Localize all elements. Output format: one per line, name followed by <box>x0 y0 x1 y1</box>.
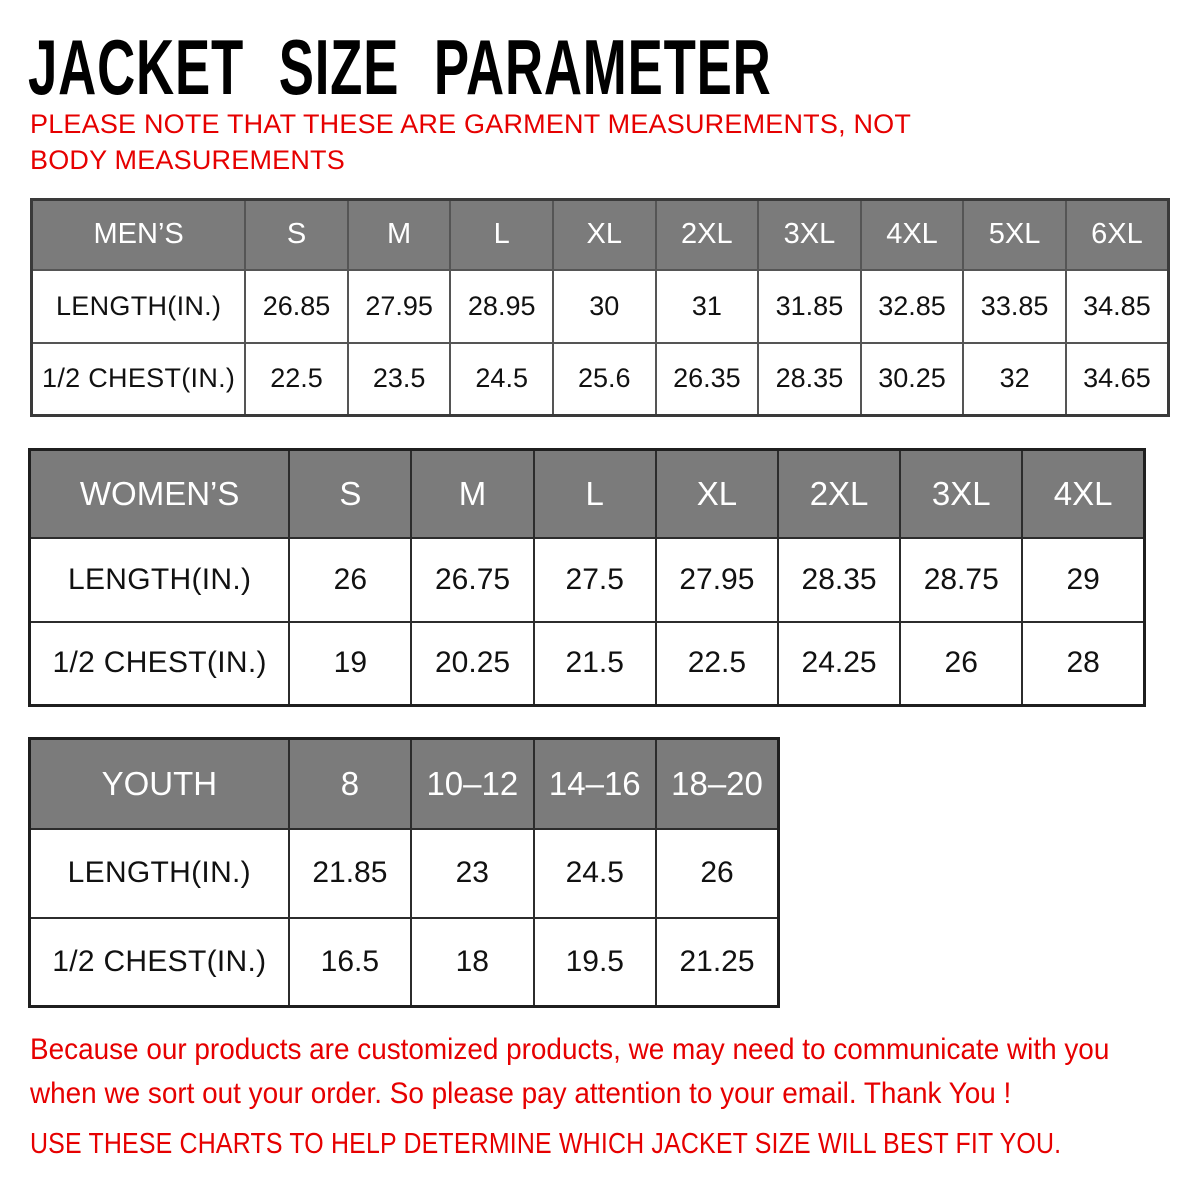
size-column-header: 3XL <box>900 450 1022 538</box>
measurement-value-cell: 18 <box>411 918 533 1007</box>
mens-table-title: MEN’S <box>32 200 246 270</box>
measurement-value-cell: 21.25 <box>656 918 779 1007</box>
table-row <box>30 622 1145 706</box>
measurement-value-cell: 33.85 <box>963 270 1066 343</box>
measurement-value-cell: 28.35 <box>778 538 900 622</box>
youth-size-table <box>28 737 780 1008</box>
measurement-value-cell: 16.5 <box>289 918 411 1007</box>
mens-size-table <box>30 198 1170 417</box>
size-column-header: M <box>348 200 451 270</box>
measurement-value-cell: 27.95 <box>348 270 451 343</box>
measurement-value-cell: 21.85 <box>289 829 411 918</box>
size-column-header: 10–12 <box>411 739 533 829</box>
table-row <box>30 829 779 918</box>
measurement-value-cell: 20.25 <box>411 622 533 706</box>
measurement-value-cell: 24.5 <box>534 829 656 918</box>
table-row <box>30 918 779 1007</box>
table-header-row <box>30 739 779 829</box>
youth-table-title: YOUTH <box>30 739 289 829</box>
customization-notice-line2: when we sort out your order. So please pay attention to your email. Thank You ! <box>30 1077 1012 1110</box>
size-column-header: 4XL <box>861 200 964 270</box>
measurement-value-cell: 23.5 <box>348 343 451 416</box>
measurement-value-cell: 28.95 <box>450 270 553 343</box>
size-column-header: S <box>289 450 411 538</box>
measurement-value-cell: 29 <box>1022 538 1144 622</box>
measurement-value-cell: 26.75 <box>411 538 533 622</box>
size-column-header: L <box>450 200 553 270</box>
measurement-value-cell: 27.95 <box>656 538 778 622</box>
row-label: 1/2 CHEST(IN.) <box>30 918 289 1007</box>
measurement-value-cell: 24.25 <box>778 622 900 706</box>
measurement-value-cell: 22.5 <box>245 343 348 416</box>
size-column-header: 3XL <box>758 200 861 270</box>
chart-usage-note: USE THESE CHARTS TO HELP DETERMINE WHICH JACKET SIZE WILL BEST FIT YOU. <box>30 1128 1062 1160</box>
measurement-value-cell: 22.5 <box>656 622 778 706</box>
measurement-value-cell: 23 <box>411 829 533 918</box>
measurement-value-cell: 26 <box>900 622 1022 706</box>
measurement-value-cell: 25.6 <box>553 343 656 416</box>
table-row <box>30 538 1145 622</box>
measurement-value-cell: 28.75 <box>900 538 1022 622</box>
table-row <box>32 270 1169 343</box>
size-column-header: 6XL <box>1066 200 1169 270</box>
womens-size-table <box>28 448 1146 707</box>
table-row <box>32 343 1169 416</box>
table-header-row <box>30 450 1145 538</box>
measurement-value-cell: 26.85 <box>245 270 348 343</box>
row-label: LENGTH(IN.) <box>32 270 246 343</box>
measurement-value-cell: 19 <box>289 622 411 706</box>
youth-size-table-container <box>28 737 780 1008</box>
row-label: LENGTH(IN.) <box>30 829 289 918</box>
measurement-value-cell: 26 <box>289 538 411 622</box>
womens-size-table-container <box>28 448 1146 707</box>
row-label: LENGTH(IN.) <box>30 538 290 622</box>
row-label: 1/2 CHEST(IN.) <box>30 622 290 706</box>
table-header-row <box>32 200 1169 270</box>
measurement-value-cell: 34.65 <box>1066 343 1169 416</box>
size-column-header: 2XL <box>778 450 900 538</box>
size-column-header: S <box>245 200 348 270</box>
size-column-header: 18–20 <box>656 739 779 829</box>
measurement-value-cell: 31.85 <box>758 270 861 343</box>
measurement-value-cell: 24.5 <box>450 343 553 416</box>
measurement-value-cell: 19.5 <box>534 918 656 1007</box>
measurement-value-cell: 30.25 <box>861 343 964 416</box>
size-column-header: XL <box>656 450 778 538</box>
measurement-value-cell: 26 <box>656 829 779 918</box>
page-title: JACKET SIZE PARAMETER <box>28 23 772 111</box>
size-column-header: M <box>411 450 533 538</box>
size-column-header: XL <box>553 200 656 270</box>
garment-measurement-note: PLEASE NOTE THAT THESE ARE GARMENT MEASUREMENTS, NOT BODY MEASUREMENTS <box>30 109 911 175</box>
womens-table-title: WOMEN’S <box>30 450 290 538</box>
measurement-value-cell: 27.5 <box>534 538 656 622</box>
measurement-value-cell: 26.35 <box>656 343 759 416</box>
row-label: 1/2 CHEST(IN.) <box>32 343 246 416</box>
customization-notice-line1: Because our products are customized products, we may need to communicate with you <box>30 1033 1110 1066</box>
measurement-value-cell: 28 <box>1022 622 1144 706</box>
measurement-value-cell: 31 <box>656 270 759 343</box>
size-column-header: 14–16 <box>534 739 656 829</box>
size-column-header: 4XL <box>1022 450 1144 538</box>
size-column-header: 5XL <box>963 200 1066 270</box>
size-column-header: 8 <box>289 739 411 829</box>
size-column-header: L <box>534 450 656 538</box>
measurement-value-cell: 32 <box>963 343 1066 416</box>
size-column-header: 2XL <box>656 200 759 270</box>
measurement-value-cell: 34.85 <box>1066 270 1169 343</box>
measurement-value-cell: 32.85 <box>861 270 964 343</box>
measurement-value-cell: 28.35 <box>758 343 861 416</box>
measurement-value-cell: 21.5 <box>534 622 656 706</box>
measurement-value-cell: 30 <box>553 270 656 343</box>
customization-notice <box>30 1028 1190 1116</box>
mens-size-table-container <box>30 198 1170 417</box>
